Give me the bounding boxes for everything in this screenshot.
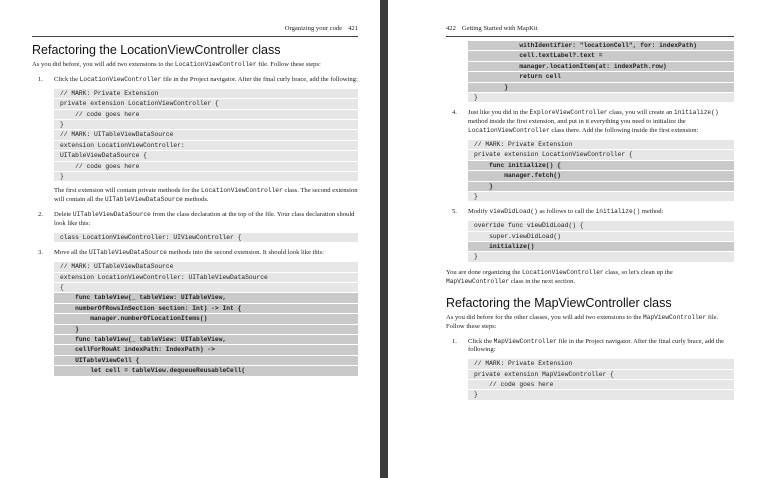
text-run: Modify [468, 208, 490, 216]
text-run: method inside the first extension, and put in it everything you need to initialize the [468, 118, 686, 126]
text-run: file. Follow these steps: [446, 313, 719, 330]
code-line: cellForRowAt indexPath: IndexPath) -> [54, 345, 358, 355]
inline-code: UITableViewDataSource [104, 196, 183, 204]
code-line: manager.fetch() [468, 171, 734, 181]
code-line: cell.textLabel?.text = [468, 51, 734, 61]
step-number: 2. [38, 211, 43, 219]
code-line: // MARK: Private Extension [468, 140, 734, 150]
code-line: extension LocationViewController: [54, 141, 358, 151]
code-line: let cell = tableView.dequeueReusableCell( [54, 366, 358, 376]
inline-code: ExploreViewController [529, 109, 608, 117]
step-text [54, 211, 358, 229]
inline-code: MapViewController [493, 337, 557, 345]
code-line: // code goes here [54, 110, 358, 120]
text-run: from the class declaration at the top of the file. Your class declaration should look like this: [54, 211, 355, 228]
text-run: Just like you did in the [468, 109, 530, 117]
step-number: 1. [38, 75, 43, 83]
code-line: private extension LocationViewController { [468, 150, 734, 160]
inline-code: LocationViewController [468, 127, 550, 135]
text-run: The first extension will contain private methods for the [54, 187, 202, 195]
text-run: Move all the [54, 249, 89, 257]
code-line: func tableView(_ tableView: UITableView, [54, 335, 358, 345]
code-line: class LocationViewController: UIViewController { [54, 233, 358, 243]
step-note [54, 187, 358, 205]
step-item [446, 338, 734, 401]
text-run: class, so let's clean up the [603, 268, 673, 276]
code-line: initialize() [468, 242, 734, 252]
text-run: method: [640, 208, 664, 216]
code-block [468, 221, 734, 263]
text-run: class in the next section. [509, 277, 576, 285]
code-line: private extension MapViewController { [468, 370, 734, 380]
closing-paragraph [446, 269, 734, 287]
text-run: methods into the second extension. It should look like this: [166, 249, 324, 257]
text-run: file in the Project navigator. After the final curly brace, add the following: [468, 337, 725, 354]
code-block [54, 233, 358, 243]
step-number: 4. [452, 109, 457, 117]
code-line: withIdentifier: "locationCell", for: indexPath) [468, 41, 734, 51]
code-line: func tableView(_ tableView: UITableView, [54, 293, 358, 303]
page-number: 421 [348, 25, 358, 32]
code-line: } [468, 182, 734, 192]
text-run: class. The second extension will contain all the [54, 187, 358, 204]
code-line: } [54, 120, 358, 130]
section-intro [446, 314, 734, 332]
text-run: file in the Project navigator. After the final curly brace, add the following: [161, 75, 358, 83]
inline-code: initialize() [595, 208, 641, 216]
step-list-2 [446, 338, 734, 401]
step-number: 5. [452, 208, 457, 216]
step-number: 3. [38, 249, 43, 257]
code-line: } [468, 252, 734, 262]
code-line: } [54, 172, 358, 182]
code-line: // code goes here [468, 380, 734, 390]
running-head-right [446, 22, 734, 37]
step-text [54, 76, 358, 85]
code-line: UITableViewCell { [54, 356, 358, 366]
inline-code: UITableViewDataSource [72, 211, 151, 219]
code-line: manager.numberOfLocationItems() [54, 314, 358, 324]
code-line: } [468, 390, 734, 400]
code-block [468, 41, 734, 103]
step-item [32, 76, 358, 205]
text-run: as follows to call the [537, 208, 596, 216]
page-number: 422 [446, 25, 456, 32]
code-block [468, 140, 734, 202]
inline-code: UITableViewDataSource [88, 249, 167, 257]
code-line: } [468, 83, 734, 93]
text-run: class, you will create an [607, 109, 674, 117]
step-list [32, 76, 358, 377]
text-run: Click the [54, 75, 80, 83]
text-run: As you did before for the other classes, you will add two extensions to the [446, 313, 644, 321]
code-line: manager.locationItem(at: indexPath.row) [468, 62, 734, 72]
text-run: As you did before, you will add two extensions to the [32, 61, 175, 68]
step-item [32, 211, 358, 243]
code-line: override func viewDidLoad() { [468, 221, 734, 231]
text-run: Delete [54, 211, 73, 219]
header-title: Getting Started with MapKit [461, 25, 538, 32]
section-title: Refactoring the LocationViewController class [32, 43, 281, 57]
code-line: UITableViewDataSource { [54, 151, 358, 161]
code-line: return cell [468, 72, 734, 82]
code-line: // code goes here [54, 162, 358, 172]
left-page [0, 0, 380, 478]
code-line: // MARK: UITableViewDataSource [54, 262, 358, 272]
text-run: class there. Add the following inside the first extension: [549, 127, 699, 135]
code-line: } [468, 93, 734, 103]
step-text [54, 249, 358, 258]
code-block [54, 89, 358, 183]
code-block [54, 262, 358, 376]
step-list [446, 109, 734, 263]
code-line: { [54, 283, 358, 293]
inline-code: LocationViewController [521, 268, 604, 276]
inline-code: LocationViewController [174, 61, 257, 68]
inline-code: MapViewController [446, 277, 510, 285]
code-line: extension LocationViewController: UITableViewDataSource [54, 273, 358, 283]
header-title: Organizing your code [284, 25, 343, 32]
text-run: methods. [182, 196, 209, 204]
step-text [468, 208, 734, 217]
text-run: file. Follow these steps: [256, 61, 321, 68]
code-line: func initialize() { [468, 161, 734, 171]
running-head-left [32, 22, 358, 37]
code-line: } [468, 192, 734, 202]
intro-paragraph [32, 61, 358, 70]
step-item [446, 208, 734, 262]
step-item [446, 109, 734, 202]
code-line: // MARK: Private Extension [468, 359, 734, 369]
inline-code: LocationViewController [79, 75, 162, 83]
right-page [388, 0, 768, 478]
inline-code: MapViewController [643, 313, 707, 321]
step-item [32, 249, 358, 376]
step-number: 1. [452, 337, 457, 345]
code-line: super.viewDidLoad() [468, 232, 734, 242]
text-run: You are done organizing the [446, 268, 522, 276]
code-line: private extension LocationViewController { [54, 99, 358, 109]
code-line: } [54, 325, 358, 335]
text-run: Click the [468, 337, 494, 345]
section-title-2: Refactoring the MapViewController class [446, 295, 672, 310]
inline-code: initialize() [674, 109, 719, 117]
code-line: // MARK: Private Extension [54, 89, 358, 99]
inline-code: LocationViewController [201, 187, 283, 195]
code-line: // MARK: UITableViewDataSource [54, 130, 358, 140]
code-line: numberOfRowsInSection section: Int) -> Int { [54, 304, 358, 314]
code-block [468, 359, 734, 401]
step-text [468, 109, 734, 136]
step-text [468, 338, 734, 356]
inline-code: viewDidLoad() [489, 208, 538, 216]
